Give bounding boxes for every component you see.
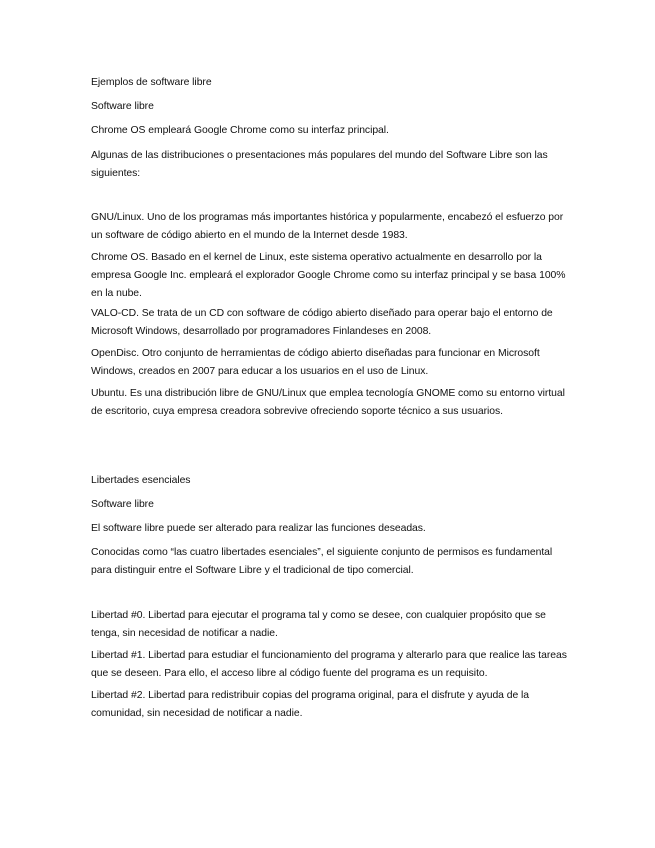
lead-paragraph: Conocidas como “las cuatro libertades esenciales”, el siguiente conjunto de permisos es fundamental para distinguir entre el Software Libre y el tradicional de tipo comercial.	[91, 547, 553, 576]
section-heading: Ejemplos de software libre	[91, 77, 212, 88]
lead-paragraph: Algunas de las distribuciones o presentaciones más populares del mundo del Software Libre son las siguientes:	[91, 150, 548, 179]
list-item-opendisc: OpenDisc. Otro conjunto de herramientas de código abierto diseñadas para funcionar en Microsoft Windows, creados en 2007 para educar a los usuarios en el uso de Linux.	[91, 348, 540, 377]
list-item-valo-cd: VALO-CD. Se trata de un CD con software de código abierto diseñado para operar bajo el entorno de Microsoft Windows, desarrollado por programadores Finlandeses en 2008.	[91, 308, 553, 337]
list-item-libertad-0: Libertad #0. Libertad para ejecutar el programa tal y como se desee, con cualquier propósito que se tenga, sin necesidad de notificar a nadie.	[91, 610, 546, 639]
list-item-gnu-linux: GNU/Linux. Uno de los programas más importantes histórica y popularmente, encabezó el esfuerzo por un software de código abierto en el mundo de la Internet desde 1983.	[91, 212, 564, 241]
intro-paragraph: El software libre puede ser alterado para realizar las funciones deseadas.	[91, 523, 426, 534]
list-item-libertad-1: Libertad #1. Libertad para estudiar el funcionamiento del programa y alterarlo para que realice las tareas que se deseen. Para ello, el acceso libre al código fuente del programa es un requisito.	[91, 650, 567, 679]
intro-paragraph: Chrome OS empleará Google Chrome como su interfaz principal.	[91, 125, 389, 136]
section-subheading: Software libre	[91, 101, 154, 112]
list-item-libertad-2: Libertad #2. Libertad para redistribuir copias del programa original, para el disfrute y ayuda de la comunidad, sin necesidad de notificar a nadie.	[91, 690, 530, 719]
section-subheading: Software libre	[91, 499, 154, 510]
list-item-ubuntu: Ubuntu. Es una distribución libre de GNU/Linux que emplea tecnología GNOME como su entorno virtual de escritorio, cuya empresa creadora sobrevive ofreciendo soporte técnico a sus usuarios.	[91, 388, 565, 417]
section-heading: Libertades esenciales	[91, 475, 191, 486]
list-item-chrome-os: Chrome OS. Basado en el kernel de Linux, este sistema operativo actualmente en desarrollo por la empresa Google Inc. empleará el explorador Google Chrome como su interfaz principal y se basa 100% en la nube.	[91, 252, 566, 299]
